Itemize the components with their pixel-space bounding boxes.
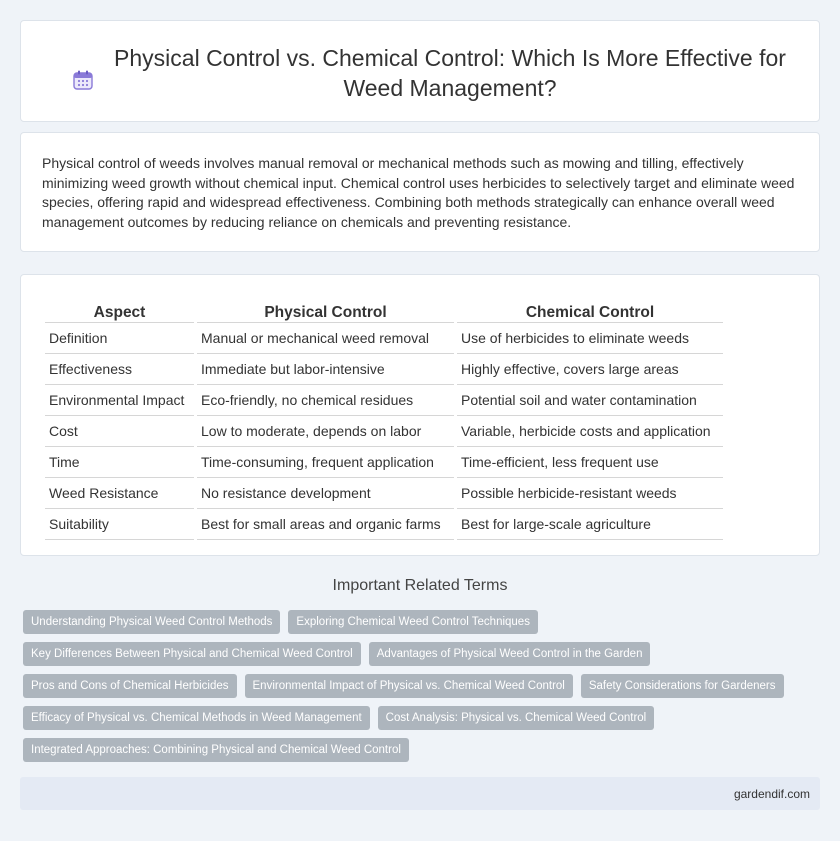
cell-chemical: Highly effective, covers large areas	[457, 354, 723, 385]
header-physical-control: Physical Control	[197, 295, 454, 323]
related-term-tag[interactable]: Understanding Physical Weed Control Methods	[23, 610, 280, 634]
table-row	[45, 447, 723, 478]
related-term-tag[interactable]: Cost Analysis: Physical vs. Chemical Weed Control	[378, 706, 655, 730]
related-terms-list	[23, 610, 823, 770]
cell-physical: No resistance development	[197, 478, 454, 509]
table-row	[45, 354, 723, 385]
cell-chemical: Use of herbicides to eliminate weeds	[457, 323, 723, 354]
cell-chemical: Variable, herbicide costs and application	[457, 416, 723, 447]
cell-physical: Time-consuming, frequent application	[197, 447, 454, 478]
related-term-tag[interactable]: Key Differences Between Physical and Chemical Weed Control	[23, 642, 361, 666]
footer-bar	[20, 777, 820, 810]
footer-site-link[interactable]: gardendif.com	[733, 787, 810, 801]
header-aspect: Aspect	[45, 295, 194, 323]
cell-aspect: Effectiveness	[45, 354, 194, 385]
cell-aspect: Weed Resistance	[45, 478, 194, 509]
related-term-tag[interactable]: Safety Considerations for Gardeners	[581, 674, 784, 698]
comparison-table	[42, 295, 726, 540]
cell-aspect: Time	[45, 447, 194, 478]
related-terms-heading: Important Related Terms	[332, 577, 508, 594]
related-term-tag[interactable]: Advantages of Physical Weed Control in the Garden	[369, 642, 651, 666]
page-title: Physical Control vs. Chemical Control: Which Is More Effective for Weed Management?	[114, 45, 786, 101]
related-term-tag[interactable]: Integrated Approaches: Combining Physical and Chemical Weed Control	[23, 738, 409, 762]
table-row	[45, 323, 723, 354]
comparison-card	[20, 274, 820, 556]
intro-paragraph: Physical control of weeds involves manual removal or mechanical methods such as mowing and tilling, effectively minimizing weed growth without chemical input. Chemical control uses herbicides to selectively target and eliminate weed species, offering rapid and widespread effectiveness. Combining both methods strategically can enhance overall weed management outcomes by reducing reliance on chemicals and preventing resistance.	[42, 155, 795, 230]
header-chemical-control: Chemical Control	[457, 295, 723, 323]
cell-physical: Low to moderate, depends on labor	[197, 416, 454, 447]
table-header-row	[45, 295, 723, 323]
related-term-tag[interactable]: Environmental Impact of Physical vs. Chemical Weed Control	[245, 674, 573, 698]
table-row	[45, 416, 723, 447]
cell-chemical: Potential soil and water contamination	[457, 385, 723, 416]
cell-physical: Immediate but labor-intensive	[197, 354, 454, 385]
cell-physical: Best for small areas and organic farms	[197, 509, 454, 540]
cell-physical: Manual or mechanical weed removal	[197, 323, 454, 354]
table-row	[45, 509, 723, 540]
cell-aspect: Environmental Impact	[45, 385, 194, 416]
intro-card	[20, 132, 820, 252]
title-card	[20, 20, 820, 122]
related-term-tag[interactable]: Pros and Cons of Chemical Herbicides	[23, 674, 237, 698]
table-row	[45, 478, 723, 509]
cell-chemical: Best for large-scale agriculture	[457, 509, 723, 540]
cell-chemical: Possible herbicide-resistant weeds	[457, 478, 723, 509]
table-row	[45, 385, 723, 416]
cell-aspect: Suitability	[45, 509, 194, 540]
cell-aspect: Cost	[45, 416, 194, 447]
related-term-tag[interactable]: Exploring Chemical Weed Control Techniques	[288, 610, 538, 634]
cell-chemical: Time-efficient, less frequent use	[457, 447, 723, 478]
cell-aspect: Definition	[45, 323, 194, 354]
cell-physical: Eco-friendly, no chemical residues	[197, 385, 454, 416]
related-term-tag[interactable]: Efficacy of Physical vs. Chemical Methods in Weed Management	[23, 706, 370, 730]
